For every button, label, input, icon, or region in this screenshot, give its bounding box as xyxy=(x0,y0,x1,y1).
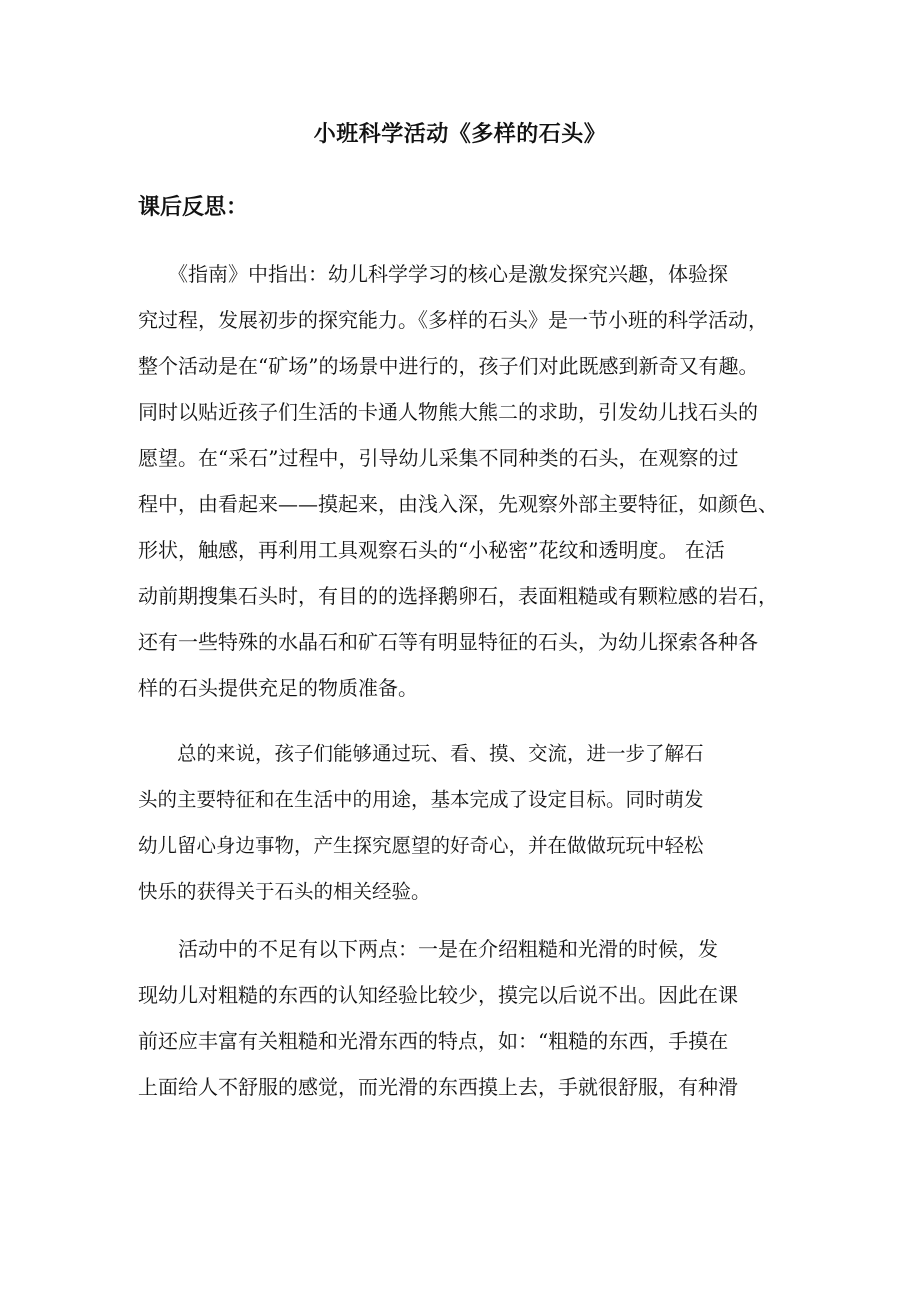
paragraph-2-line: 总的来说，孩子们能够通过玩、看、摸、交流，进一步了解石 xyxy=(138,742,704,765)
paragraph-3-line: 现幼儿对粗糙的东西的认知经验比较少，摸完以后说不出。因此在课 xyxy=(138,983,738,1007)
paragraph-3-line: 上面给人不舒服的感觉，而光滑的东西摸上去，手就很舒服，有种滑 xyxy=(138,1075,738,1099)
paragraph-1-line: 程中，由看起来——摸起来，由浅入深，先观察外部主要特征，如颜色、 xyxy=(138,492,778,516)
document-title: 小班科学活动《多样的石头》 xyxy=(313,121,607,147)
paragraph-1-line: 究过程，发展初步的探究能力。《多样的石头》是一节小班的科学活动， xyxy=(138,308,768,332)
paragraph-1-line: 愿望。在“采石”过程中，引导幼儿采集不同种类的石头，在观察的过 xyxy=(138,446,739,470)
paragraph-1-line: 动前期搜集石头时，有目的的选择鹅卵石，表面粗糙或有颗粒感的岩石， xyxy=(138,584,778,608)
paragraph-2-line: 头的主要特征和在生活中的用途，基本完成了设定目标。同时萌发 xyxy=(138,788,704,811)
paragraph-1-line: 《指南》中指出：幼儿科学学习的核心是激发探究兴趣，体验探 xyxy=(138,262,728,286)
section-heading: 课后反思： xyxy=(138,194,249,220)
paragraph-1-line: 整个活动是在“矿场”的场景中进行的，孩子们对此既感到新奇又有趣。 xyxy=(138,354,759,378)
paragraph-2-line: 幼儿留心身边事物，产生探究愿望的好奇心，并在做做玩玩中轻松 xyxy=(138,834,704,857)
paragraph-2-line: 快乐的获得关于石头的相关经验。 xyxy=(138,880,431,903)
paragraph-3-line: 活动中的不足有以下两点：一是在介绍粗糙和光滑的时候，发 xyxy=(138,937,718,961)
paragraph-1-line: 同时以贴近孩子们生活的卡通人物熊大熊二的求助，引发幼儿找石头的 xyxy=(138,400,758,424)
paragraph-1-line: 还有一些特殊的水晶石和矿石等有明显特征的石头，为幼儿探索各种各 xyxy=(138,630,758,654)
paragraph-1-line: 形状，触感，再利用工具观察石头的“小秘密”花纹和透明度。 在活 xyxy=(138,538,725,562)
paragraph-1-line: 样的石头提供充足的物质准备。 xyxy=(138,676,418,700)
paragraph-3-line: 前还应丰富有关粗糙和光滑东西的特点，如：“粗糙的东西，手摸在 xyxy=(138,1029,729,1053)
